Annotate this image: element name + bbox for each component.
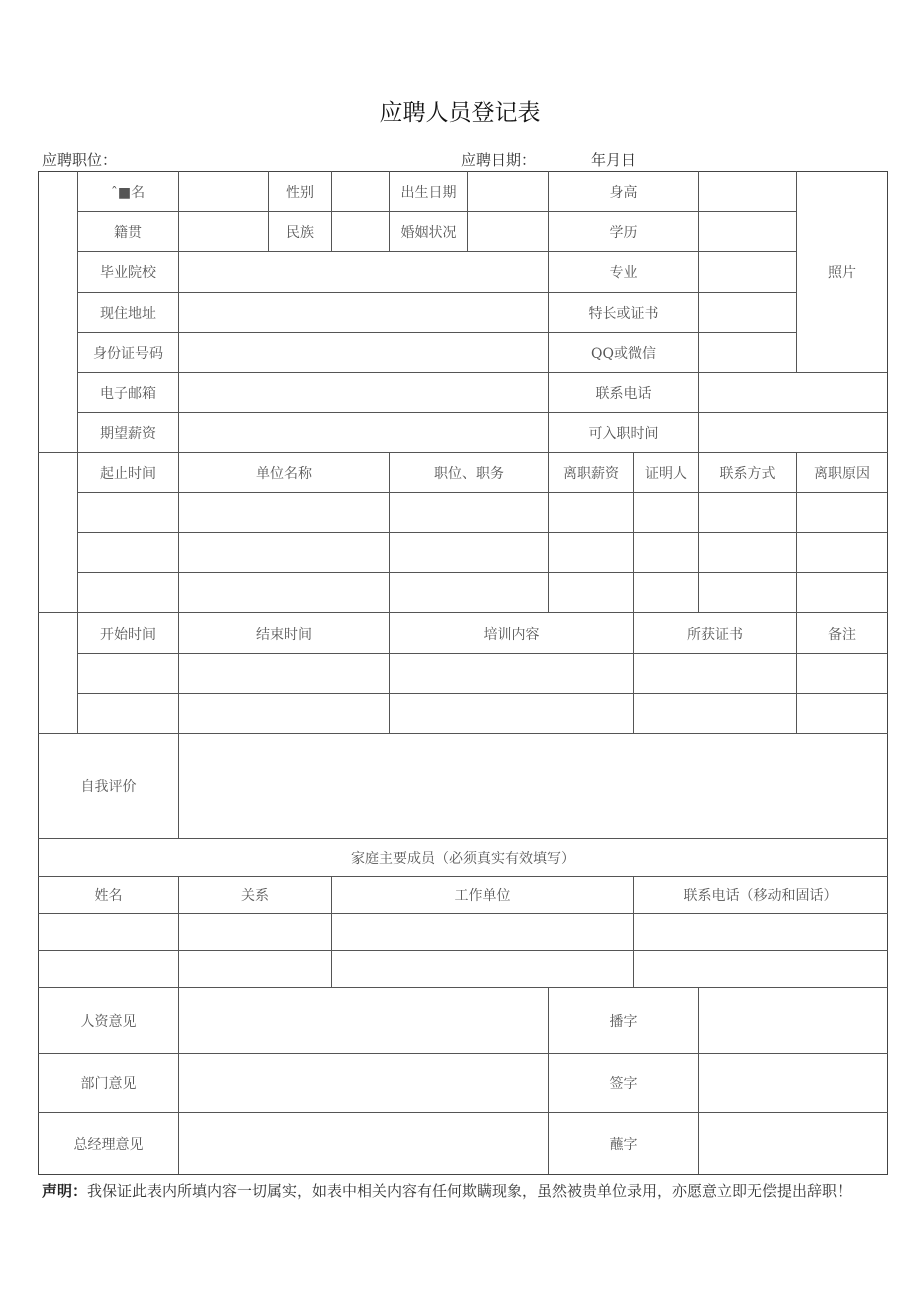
start-date-label: 可入职时间 [588,425,659,442]
qq-wechat-label: QQ或微信 [591,345,656,362]
family-row[interactable] [39,914,887,950]
hr-opinion-label: 人资意见 [80,1013,137,1030]
family-row[interactable] [39,951,887,987]
address-label: 现住地址 [100,305,156,322]
work-header-contact: 联系方式 [719,465,776,482]
hr-sign-input[interactable] [699,988,887,1053]
phone-input[interactable] [699,373,887,412]
training-header-end: 结束时间 [256,626,312,643]
declaration-lead: 声明： [42,1182,88,1200]
skills-input[interactable] [699,293,796,332]
ethnicity-input[interactable] [332,212,389,251]
declaration [42,1176,878,1206]
marital-status-label: 婚姻状况 [400,224,457,241]
work-header-company: 单位名称 [256,465,312,482]
training-header-certificate: 所获证书 [687,626,743,643]
school-label: 毕业院校 [100,265,156,281]
native-place-label: 籍贯 [114,224,142,241]
self-eval-input[interactable] [179,734,887,838]
training-header-content: 培训内容 [483,626,540,643]
work-row[interactable] [78,493,887,532]
address-input[interactable] [179,293,548,332]
dept-opinion-input[interactable] [179,1054,548,1112]
start-date-input[interactable] [699,413,887,452]
gender-label: 性别 [286,184,314,201]
self-eval-label: 自我评价 [80,779,137,795]
position-label: 应聘职位： [42,151,118,169]
work-row[interactable] [78,573,887,612]
work-header-salary: 离职薪资 [563,465,619,482]
training-row[interactable] [78,654,887,693]
declaration-text: 我保证此表内所填内容一切属实，如表中相关内容有任何欺瞒现象，虽然被贵单位录用，亦愿意立即无偿提出辞职！ [87,1182,853,1200]
training-row[interactable] [78,694,887,733]
birth-date-label: 出生日期 [400,184,457,201]
education-label: 学历 [609,224,638,241]
major-input[interactable] [699,252,796,292]
training-header-start: 开始时间 [100,626,156,643]
work-row[interactable] [78,533,887,572]
dept-sign-label: 签字 [609,1076,638,1092]
hr-opinion-input[interactable] [179,988,548,1053]
id-number-label: 身份证号码 [93,345,163,362]
email-label: 电子邮箱 [100,385,156,402]
gender-input[interactable] [332,172,389,211]
school-input[interactable] [179,252,548,292]
family-header-relation: 关系 [241,888,269,904]
date-value: 年月日 [591,151,637,169]
height-label: 身高 [609,184,638,201]
major-label: 专业 [609,265,638,281]
expected-salary-label: 期望薪资 [100,425,156,442]
qq-wechat-input[interactable] [699,333,796,372]
birth-date-input[interactable] [468,172,548,211]
education-input[interactable] [699,212,796,251]
work-header-referee: 证明人 [645,465,687,482]
skills-label: 特长或证书 [588,305,659,322]
family-header-phone: 联系电话（移动和固话） [683,888,838,904]
expected-salary-input[interactable] [179,413,548,452]
work-header-position: 职位、职务 [434,465,504,482]
name-input[interactable] [179,172,268,211]
photo-placeholder[interactable]: 照片 [828,265,856,281]
id-number-input[interactable] [179,333,548,372]
native-place-input[interactable] [179,212,268,251]
ethnicity-label: 民族 [286,224,314,241]
email-input[interactable] [179,373,548,412]
family-title: 家庭主要成员（必须真实有效填写） [351,850,575,867]
work-header-period: 起止时间 [100,465,156,482]
gm-opinion-label: 总经理意见 [73,1136,144,1153]
dept-opinion-label: 部门意见 [80,1076,137,1092]
hr-sign-label: 播字 [609,1013,638,1030]
gm-sign-label: 蘸字 [609,1136,638,1153]
family-header-employer: 工作单位 [454,888,511,904]
form-title: 应聘人员登记表 [379,100,541,126]
gm-opinion-input[interactable] [179,1113,548,1174]
marital-status-input[interactable] [468,212,548,251]
work-header-reason: 离职原因 [814,465,870,482]
height-input[interactable] [699,172,796,211]
date-label: 应聘日期： [461,151,537,169]
name-label: ˆ■名 [110,184,146,201]
phone-label: 联系电话 [595,385,652,402]
training-header-notes: 备注 [828,626,856,643]
dept-sign-input[interactable] [699,1054,887,1112]
family-header-name: 姓名 [94,888,123,904]
gm-sign-input[interactable] [699,1113,887,1174]
